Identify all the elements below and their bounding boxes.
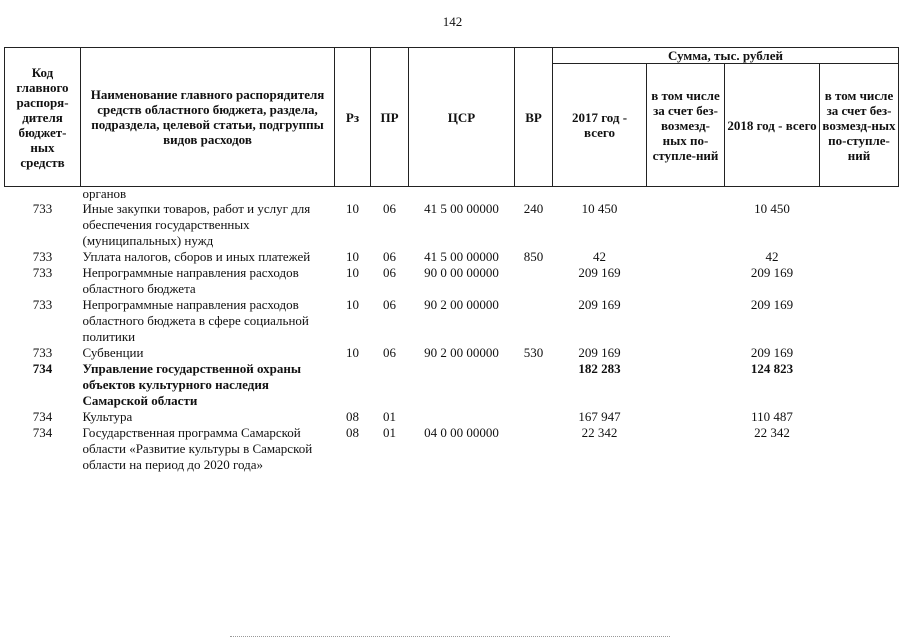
bottom-rule	[230, 636, 670, 637]
table-row	[5, 361, 899, 409]
header-csr: ЦСР	[409, 48, 515, 187]
cell-2017-total: 209 169	[578, 265, 621, 280]
cell-pr: 06	[383, 201, 396, 216]
cell-vr: 850	[523, 249, 544, 264]
cell-2018-including	[820, 187, 899, 202]
table-body	[5, 187, 899, 474]
table-row	[5, 425, 899, 473]
header-2017-total: 2017 год - всего	[553, 64, 647, 187]
cell-name: Субвенции	[82, 345, 144, 360]
cell-2018-total: 124 823	[750, 361, 794, 376]
cell-2018-including	[820, 201, 899, 249]
cell-rz: 10	[346, 201, 359, 216]
cell-vr: 530	[523, 345, 544, 360]
table-row	[5, 409, 899, 425]
cell-2017-including	[647, 187, 725, 202]
cell-name: органов	[82, 186, 127, 201]
cell-csr	[409, 187, 515, 202]
cell-vr	[515, 425, 553, 473]
cell-2018-total: 22 342	[754, 425, 790, 440]
cell-2017-total: 167 947	[578, 409, 621, 424]
table-row	[5, 187, 899, 202]
cell-rz	[335, 187, 371, 202]
cell-name: Управление государственной охраны объектов культурного наследия Самарской области	[82, 361, 301, 408]
cell-2018-total	[725, 187, 820, 202]
cell-code: 733	[32, 265, 53, 280]
cell-2017-total: 209 169	[578, 297, 621, 312]
cell-2017-total	[553, 187, 647, 202]
cell-2017-including	[647, 345, 725, 361]
cell-2018-including	[820, 425, 899, 473]
cell-pr	[371, 361, 409, 409]
cell-pr	[371, 187, 409, 202]
cell-rz: 10	[346, 345, 359, 360]
cell-2018-total: 209 169	[750, 265, 794, 280]
cell-csr: 90 0 00 00000	[424, 265, 499, 280]
cell-rz: 10	[346, 297, 359, 312]
cell-csr: 90 2 00 00000	[424, 345, 499, 360]
table-row	[5, 249, 899, 265]
cell-2017-including	[647, 425, 725, 473]
cell-name: Непрограммные направления расходов областного бюджета	[82, 265, 299, 296]
cell-vr	[515, 409, 553, 425]
cell-2017-including	[647, 297, 725, 345]
cell-2018-total: 10 450	[754, 201, 790, 216]
header-name: Наименование главного распорядителя средств областного бюджета, раздела, подраздела, целевой статьи, подгруппы видов расходов	[81, 48, 335, 187]
header-pr: ПР	[371, 48, 409, 187]
cell-code: 734	[32, 361, 53, 376]
cell-2017-total: 42	[593, 249, 606, 264]
cell-2018-including	[820, 265, 899, 297]
header-2018-including: в том числе за счет без-возмезд-ных по-ступле-ний	[820, 64, 899, 187]
cell-code: 734	[32, 409, 53, 424]
cell-name: Непрограммные направления расходов областного бюджета в сфере социальной политики	[82, 297, 309, 344]
header-rz: Рз	[335, 48, 371, 187]
cell-2017-including	[647, 265, 725, 297]
header-code: Код главного распоря-дителя бюджет-ных средств	[5, 48, 81, 187]
cell-2017-total: 209 169	[578, 345, 621, 360]
table-row	[5, 297, 899, 345]
cell-code: 733	[32, 345, 53, 360]
table-row	[5, 345, 899, 361]
cell-2018-including	[820, 409, 899, 425]
cell-2017-including	[647, 249, 725, 265]
cell-vr: 240	[523, 201, 544, 216]
cell-2018-total: 42	[765, 249, 779, 264]
cell-2018-total: 110 487	[751, 409, 793, 424]
cell-2018-including	[820, 297, 899, 345]
cell-2017-including	[647, 409, 725, 425]
table-row	[5, 265, 899, 297]
cell-2018-total: 209 169	[750, 297, 794, 312]
cell-name: Культура	[82, 409, 133, 424]
cell-csr	[409, 361, 515, 409]
cell-code	[5, 187, 81, 202]
cell-2017-total: 10 450	[581, 201, 618, 216]
cell-vr	[515, 187, 553, 202]
cell-name: Иные закупки товаров, работ и услуг для обеспечения государственных (муниципальных) нужд	[82, 201, 311, 248]
cell-pr: 06	[383, 297, 396, 312]
cell-pr: 06	[383, 265, 396, 280]
header-2018-total: 2018 год - всего	[725, 64, 820, 187]
cell-2017-including	[647, 201, 725, 249]
cell-name: Уплата налогов, сборов и иных платежей	[82, 249, 311, 264]
cell-csr	[409, 409, 515, 425]
header-vr: ВР	[515, 48, 553, 187]
cell-rz: 08	[346, 425, 359, 440]
cell-rz: 10	[346, 249, 359, 264]
cell-pr: 06	[383, 249, 396, 264]
cell-pr: 01	[383, 425, 396, 440]
cell-code: 733	[32, 201, 53, 216]
cell-pr: 01	[383, 409, 396, 424]
cell-vr	[515, 265, 553, 297]
cell-2017-including	[647, 361, 725, 409]
cell-code: 734	[32, 425, 53, 440]
header-2017-including: в том числе за счет без-возмезд-ных по-ступле-ний	[647, 64, 725, 187]
cell-2018-including	[820, 361, 899, 409]
cell-2018-including	[820, 345, 899, 361]
cell-name: Государственная программа Самарской области «Развитие культуры в Самарской области на период до 2020 года»	[82, 425, 313, 472]
cell-2017-total: 182 283	[578, 361, 621, 376]
cell-code: 733	[32, 249, 53, 264]
cell-2017-total: 22 342	[581, 425, 618, 440]
header-sum: Сумма, тыс. рублей	[553, 48, 899, 64]
cell-vr	[515, 297, 553, 345]
cell-vr	[515, 361, 553, 409]
cell-csr: 04 0 00 00000	[424, 425, 499, 440]
page-number: 142	[442, 14, 463, 29]
cell-2018-including	[820, 249, 899, 265]
table-row	[5, 201, 899, 249]
cell-csr: 41 5 00 00000	[424, 249, 499, 264]
cell-rz: 10	[346, 265, 359, 280]
cell-csr: 41 5 00 00000	[424, 201, 499, 216]
cell-2018-total: 209 169	[750, 345, 794, 360]
cell-rz	[335, 361, 371, 409]
cell-csr: 90 2 00 00000	[424, 297, 499, 312]
cell-pr: 06	[383, 345, 396, 360]
budget-table	[4, 47, 899, 473]
cell-code: 733	[32, 297, 53, 312]
table-header	[5, 48, 899, 187]
cell-rz: 08	[346, 409, 359, 424]
